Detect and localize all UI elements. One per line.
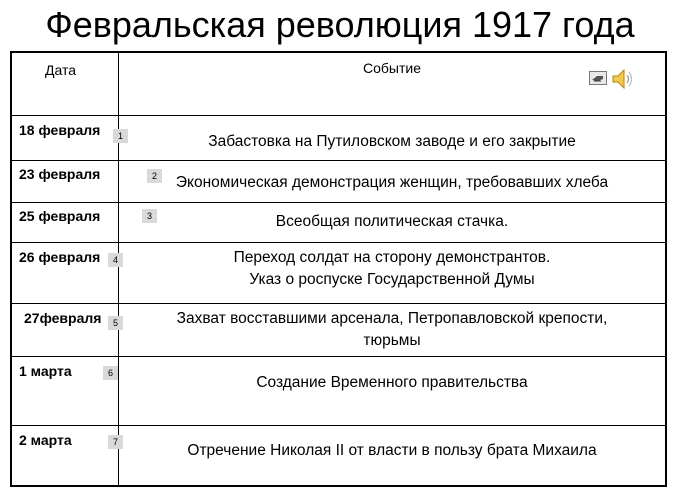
row-number-badge: 6 (103, 366, 118, 380)
row-number-badge: 4 (108, 253, 123, 267)
row-event-line: тюрьмы (363, 332, 421, 349)
header-date: Дата (45, 62, 77, 78)
row-event-line: Переход солдат на сторону демонстрантов. (233, 249, 551, 266)
row-date: 2 марта (19, 432, 72, 448)
row-date: 27февраля (24, 310, 102, 326)
row-event-line: Указ о роспуске Государственной Думы (249, 271, 535, 288)
row-event: Всеобщая политическая стачка. (275, 213, 509, 230)
row-divider (12, 242, 665, 243)
row-number-badge: 3 (142, 209, 157, 223)
row-date: 25 февраля (19, 208, 101, 224)
row-event-line: Захват восставшими арсенала, Петропавловской крепости, (176, 310, 608, 327)
row-event: Отречение Николая II от власти в пользу брата Михаила (187, 442, 597, 459)
row-number-badge: 5 (108, 316, 123, 330)
row-date: 18 февраля (19, 122, 101, 138)
speaker-icon[interactable] (610, 67, 636, 91)
row-event (119, 247, 665, 291)
row-divider (12, 356, 665, 357)
row-date: 26 февраля (19, 249, 101, 265)
row-date: 23 февраля (19, 166, 101, 182)
row-divider (12, 160, 665, 161)
row-number-badge: 7 (108, 435, 123, 449)
row-event: Забастовка на Путиловском заводе и его закрытие (208, 133, 576, 150)
row-event (119, 308, 665, 352)
header-event: Событие (363, 60, 421, 76)
row-divider (12, 425, 665, 426)
row-divider (12, 202, 665, 203)
row-date: 1 марта (19, 363, 72, 379)
page-title: Февральская революция 1917 года (45, 4, 635, 45)
row-number-badge: 1 (113, 129, 128, 143)
row-event: Экономическая демонстрация женщин, требовавших хлеба (175, 174, 609, 191)
row-event: Создание Временного правительства (256, 374, 528, 391)
events-table (10, 51, 667, 487)
row-divider (12, 303, 665, 304)
row-divider (12, 115, 665, 116)
hand-control-icon[interactable] (589, 71, 607, 85)
row-number-badge: 2 (147, 169, 162, 183)
